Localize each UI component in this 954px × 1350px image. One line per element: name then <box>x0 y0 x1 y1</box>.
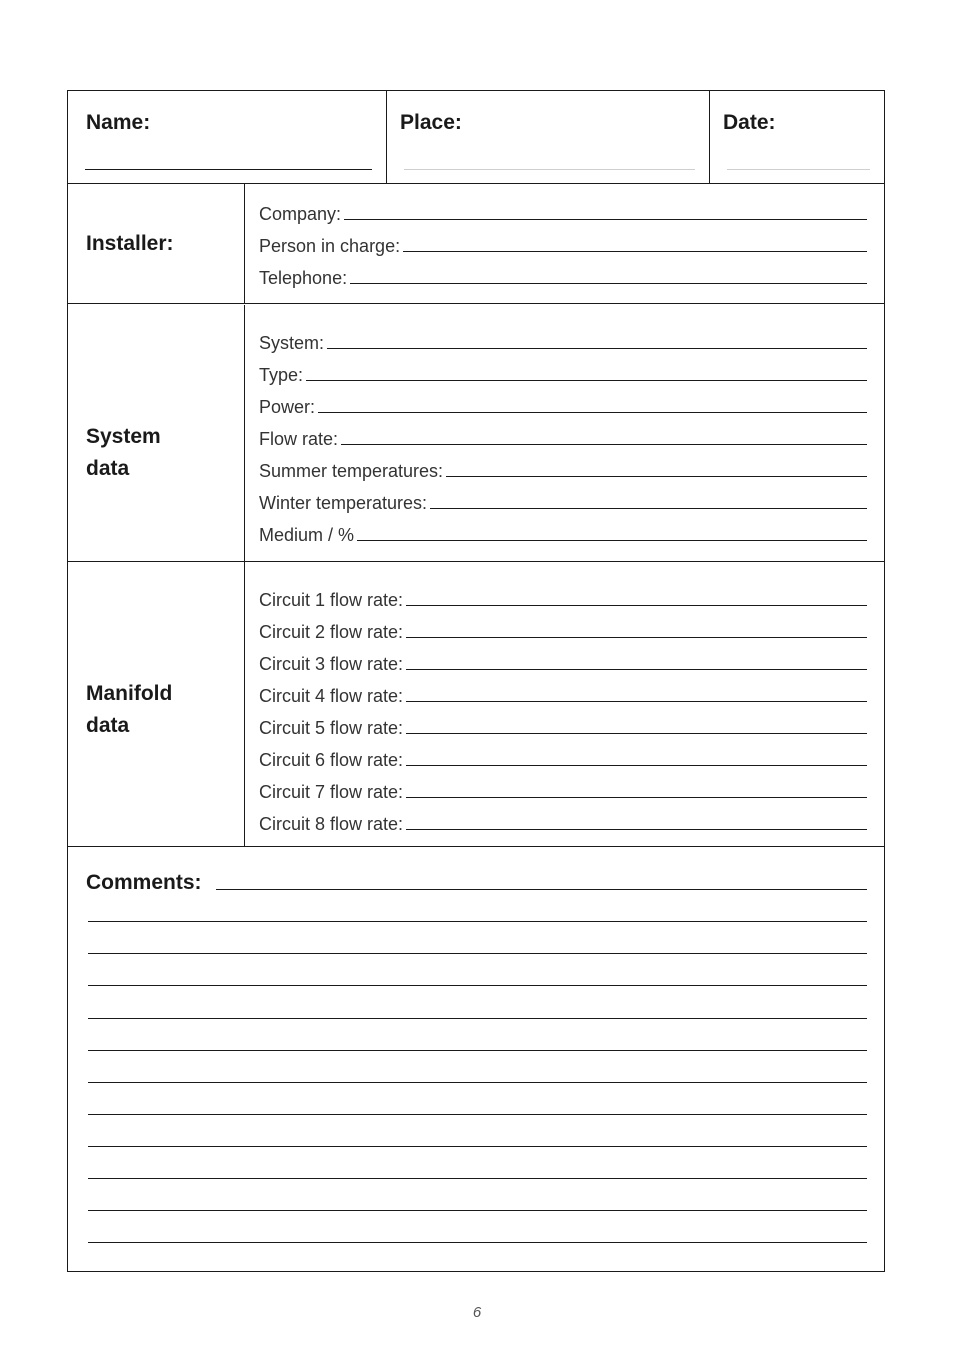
circuit-7-flow-rate-field[interactable] <box>259 771 867 803</box>
field-line <box>344 219 867 220</box>
installer-fields <box>259 193 867 289</box>
comments-line[interactable] <box>88 1018 867 1019</box>
manifold-data-fields <box>259 579 867 835</box>
field-line <box>406 701 867 702</box>
place-field[interactable] <box>404 169 695 170</box>
field-label: Circuit 3 flow rate: <box>259 654 404 674</box>
page-number: 6 <box>472 1304 482 1321</box>
field-line <box>430 508 867 509</box>
field-line <box>357 540 867 541</box>
circuit-4-flow-rate-field[interactable] <box>259 675 867 707</box>
field-label: Person in charge: <box>259 236 401 256</box>
circuit-6-flow-rate-field[interactable] <box>259 739 867 771</box>
system-data-section <box>68 305 884 562</box>
field-line <box>350 283 867 284</box>
field-label: Medium / % <box>259 525 355 545</box>
comments-line[interactable] <box>88 1114 867 1115</box>
place-cell <box>387 91 709 183</box>
comments-line[interactable] <box>88 1242 867 1243</box>
field-line <box>406 637 867 638</box>
date-cell <box>710 91 884 183</box>
field-label: Flow rate: <box>259 429 339 449</box>
field-line <box>318 412 867 413</box>
title-line: System <box>86 425 161 448</box>
section-divider <box>244 562 245 846</box>
comments-line[interactable] <box>88 953 867 954</box>
field-label: Summer temperatures: <box>259 461 444 481</box>
field-line <box>306 380 867 381</box>
field-label: Circuit 6 flow rate: <box>259 750 404 770</box>
field-label: Telephone: <box>259 268 348 288</box>
field-label: Company: <box>259 204 342 224</box>
installer-title: Installer: <box>86 232 174 255</box>
date-field[interactable] <box>727 169 870 170</box>
circuit-2-flow-rate-field[interactable] <box>259 611 867 643</box>
field-label: Circuit 2 flow rate: <box>259 622 404 642</box>
telephone-field[interactable] <box>259 257 867 289</box>
comments-line[interactable] <box>88 1050 867 1051</box>
comments-line[interactable] <box>216 889 867 890</box>
system-data-title <box>86 421 161 485</box>
field-label: Circuit 8 flow rate: <box>259 814 404 834</box>
field-label: Winter temperatures: <box>259 493 428 513</box>
system-field[interactable] <box>259 322 867 354</box>
comments-section <box>68 847 884 1271</box>
section-divider <box>244 305 245 561</box>
system-data-fields <box>259 322 867 546</box>
comments-line[interactable] <box>88 1082 867 1083</box>
circuit-3-flow-rate-field[interactable] <box>259 643 867 675</box>
winter-temperatures-field[interactable] <box>259 482 867 514</box>
field-label: Type: <box>259 365 304 385</box>
date-label: Date: <box>723 111 776 134</box>
installer-section <box>68 183 884 304</box>
field-label: Circuit 7 flow rate: <box>259 782 404 802</box>
name-label: Name: <box>86 111 151 134</box>
comments-label: Comments: <box>86 871 202 894</box>
field-line <box>406 829 867 830</box>
field-line <box>406 733 867 734</box>
circuit-1-flow-rate-field[interactable] <box>259 579 867 611</box>
medium-field[interactable] <box>259 514 867 546</box>
title-line: data <box>86 714 130 737</box>
field-label: Circuit 4 flow rate: <box>259 686 404 706</box>
company-field[interactable] <box>259 193 867 225</box>
field-label: Power: <box>259 397 316 417</box>
title-line: data <box>86 457 130 480</box>
field-line <box>341 444 867 445</box>
circuit-5-flow-rate-field[interactable] <box>259 707 867 739</box>
type-field[interactable] <box>259 354 867 386</box>
header-row <box>68 91 884 184</box>
comments-line[interactable] <box>88 921 867 922</box>
field-line <box>327 348 867 349</box>
comments-line[interactable] <box>88 1178 867 1179</box>
flow-rate-field[interactable] <box>259 418 867 450</box>
field-line <box>446 476 867 477</box>
field-line <box>406 605 867 606</box>
field-line <box>403 251 867 252</box>
section-divider <box>244 183 245 303</box>
comments-line[interactable] <box>88 1210 867 1211</box>
place-label: Place: <box>400 111 462 134</box>
field-line <box>406 765 867 766</box>
comments-line[interactable] <box>88 985 867 986</box>
comments-line[interactable] <box>88 1146 867 1147</box>
circuit-8-flow-rate-field[interactable] <box>259 803 867 835</box>
name-field[interactable] <box>85 169 372 170</box>
field-line <box>406 797 867 798</box>
manifold-data-section <box>68 562 884 847</box>
power-field[interactable] <box>259 386 867 418</box>
manifold-data-title <box>86 678 172 742</box>
field-label: System: <box>259 333 325 353</box>
field-line <box>406 669 867 670</box>
summer-temperatures-field[interactable] <box>259 450 867 482</box>
form-frame <box>67 90 885 1272</box>
person-in-charge-field[interactable] <box>259 225 867 257</box>
name-cell <box>68 91 386 183</box>
title-line: Manifold <box>86 682 173 705</box>
field-label: Circuit 5 flow rate: <box>259 718 404 738</box>
field-label: Circuit 1 flow rate: <box>259 590 404 610</box>
